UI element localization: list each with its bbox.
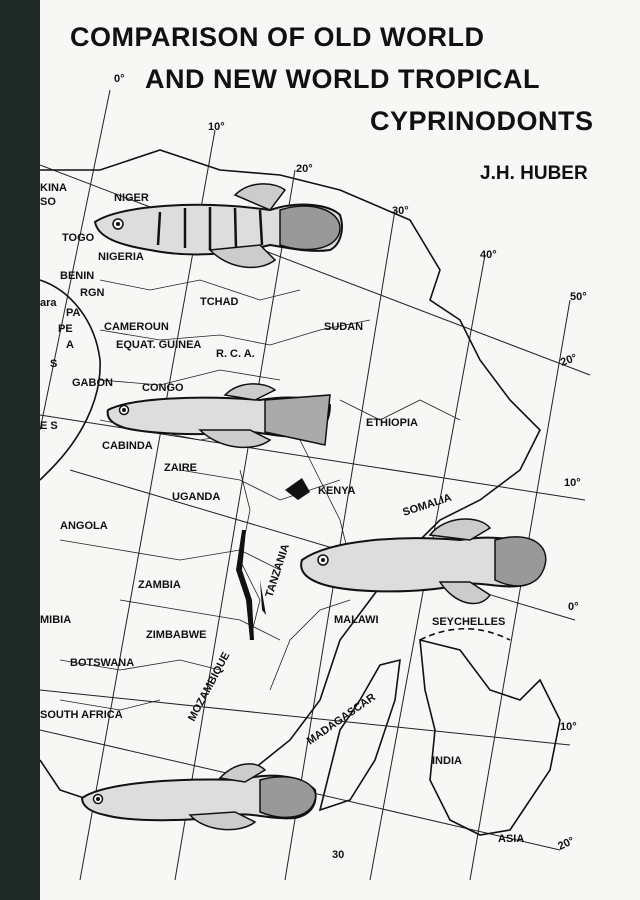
label-benin: BENIN bbox=[60, 270, 95, 282]
degree-label-0-right: 0° bbox=[568, 601, 579, 613]
degree-label-30: 30° bbox=[392, 205, 409, 217]
label-ara: ara bbox=[40, 297, 57, 309]
label-madagascar: MADAGASCAR bbox=[304, 691, 378, 748]
label-gabon: GABON bbox=[72, 377, 113, 389]
killifish-illustration-2 bbox=[108, 384, 330, 448]
label-kina: KINA bbox=[40, 182, 67, 194]
label-niger: NIGER bbox=[114, 192, 149, 204]
degree-label-50: 50° bbox=[570, 291, 587, 303]
label-equat-guinea: EQUAT. GUINEA bbox=[116, 339, 202, 351]
label-mozambique: MOZAMBIQUE bbox=[186, 650, 233, 724]
label-nigeria: NIGERIA bbox=[98, 251, 144, 263]
country-borders bbox=[60, 220, 460, 710]
label-rca: R. C. A. bbox=[216, 348, 255, 360]
cover-author: J.H. HUBER bbox=[480, 163, 588, 184]
killifish-illustration-3 bbox=[301, 519, 546, 604]
degree-label-10-low: 10° bbox=[560, 721, 577, 733]
cover-title-line-2: AND NEW WORLD TROPICAL bbox=[145, 64, 540, 94]
label-tanzania: TANZANIA bbox=[263, 542, 292, 599]
lake-tanganyika bbox=[236, 530, 254, 640]
degree-label-10-right: 10° bbox=[564, 477, 581, 489]
cover-title-line-1: COMPARISON OF OLD WORLD bbox=[70, 22, 485, 52]
lake-malawi bbox=[260, 580, 266, 615]
label-s: S bbox=[50, 358, 58, 370]
degree-label-20: 20° bbox=[296, 163, 313, 175]
cover-title-line-3: CYPRINODONTS bbox=[370, 106, 594, 136]
cover-spine bbox=[0, 0, 40, 900]
label-asia: ASIA bbox=[498, 833, 525, 845]
label-pe: PE bbox=[58, 323, 73, 335]
label-togo: TOGO bbox=[62, 232, 95, 244]
label-uganda: UGANDA bbox=[172, 491, 221, 503]
label-sudan: SUDAN bbox=[324, 321, 364, 333]
label-zaire: ZAIRE bbox=[164, 462, 197, 474]
degree-label-20-bottom: 20° bbox=[556, 834, 577, 853]
label-seychelles: SEYCHELLES bbox=[432, 616, 506, 628]
label-so: SO bbox=[40, 196, 56, 208]
label-ethiopia: ETHIOPIA bbox=[366, 417, 418, 429]
label-zambia: ZAMBIA bbox=[138, 579, 181, 591]
degree-label-20-right: 20° bbox=[558, 351, 579, 369]
label-india: INDIA bbox=[432, 755, 462, 767]
label-congo: CONGO bbox=[142, 382, 184, 394]
label-zimbabwe: ZIMBABWE bbox=[146, 629, 207, 641]
label-rgn: RGN bbox=[80, 287, 105, 299]
degree-label-40: 40° bbox=[480, 249, 497, 261]
label-es: E S bbox=[40, 420, 58, 432]
label-kenya: KENYA bbox=[318, 485, 356, 497]
label-cabinda: CABINDA bbox=[102, 440, 153, 452]
label-somalia: SOMALIA bbox=[401, 491, 454, 519]
label-a: A bbox=[66, 339, 74, 351]
label-mibia: MIBIA bbox=[40, 614, 72, 626]
label-botswana: BOTSWANA bbox=[70, 657, 135, 669]
label-tchad: TCHAD bbox=[200, 296, 239, 308]
label-south-africa: SOUTH AFRICA bbox=[40, 709, 123, 721]
cover-page bbox=[40, 0, 640, 900]
label-cameroun: CAMEROUN bbox=[104, 321, 169, 333]
label-malawi: MALAWI bbox=[334, 614, 379, 626]
label-pa: PA bbox=[66, 307, 81, 319]
degree-label-30-bottom: 30 bbox=[332, 849, 345, 861]
killifish-illustration-4 bbox=[82, 764, 316, 830]
degree-label-0-top: 0° bbox=[114, 73, 125, 85]
degree-label-10: 10° bbox=[208, 121, 225, 133]
label-angola: ANGOLA bbox=[60, 520, 108, 532]
